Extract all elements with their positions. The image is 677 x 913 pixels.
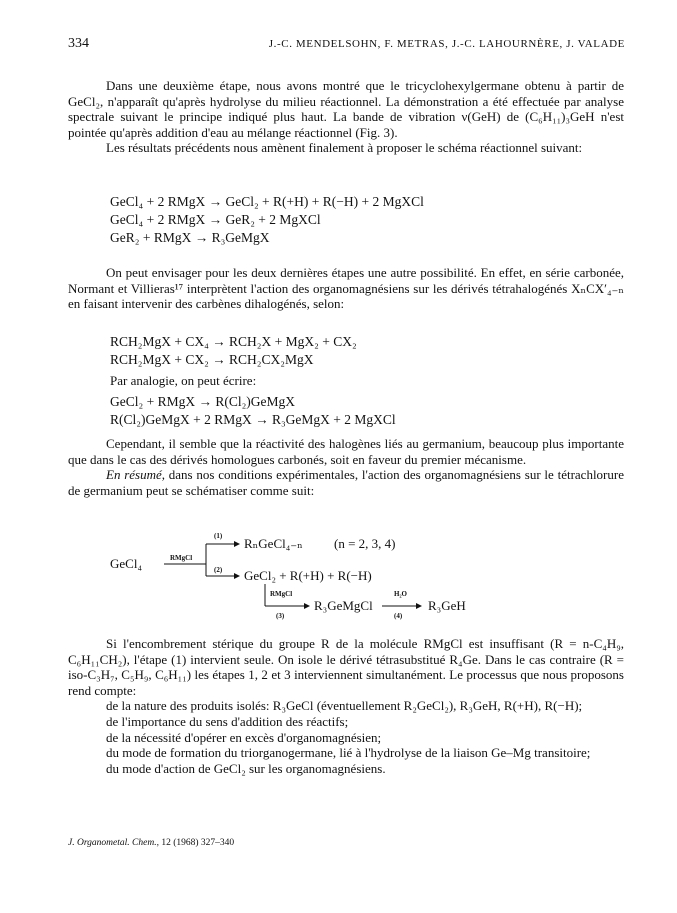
journal-citation: 12 (1968) 327–340: [158, 838, 235, 848]
scheme-product-1: RₙGeCl₄₋ₙ: [244, 536, 303, 551]
scheme-reactant: GeCl₄: [110, 556, 142, 571]
scheme-step-1: (1): [214, 532, 223, 540]
page-footer: [68, 838, 234, 848]
page-number: 334: [68, 36, 89, 51]
equation-block-2: [110, 333, 357, 369]
equation-block-1: [110, 193, 424, 247]
journal-name: J. Organometal. Chem.,: [68, 838, 159, 848]
scheme-reagent: RMgCl: [170, 554, 193, 562]
page-header: [68, 36, 625, 54]
equation: R(Cl₂)GeMgX + 2 RMgX → R₃GeMgX + 2 MgXCl: [110, 412, 396, 427]
equation: GeR₂ + RMgX → R₃GeMgX: [110, 230, 270, 245]
list-item: du mode de formation du triorganogermane, lié à l'hydrolyse de la liaison Ge–Mg transitoire;: [106, 745, 591, 761]
paragraph-cependant: Cependant, il semble que la réactivité des halogènes liés au germanium, beaucoup plus importante que dans le cas des dérivés homologues carbonés, soit en faveur du premier mécanisme. En résumé, dans nos conditions expérimentales, l'action des organomagnésiens sur le tétrachlorure de germanium peut se schématiser comme suit:: [68, 436, 624, 498]
equation: RCH₂MgX + CX₂ → RCH₂CX₂MgX: [110, 352, 314, 367]
scheme-product-1-condition: (n = 2, 3, 4): [334, 536, 396, 551]
equation: RCH₂MgX + CX₄ → RCH₂X + MgX₂ + CX₂: [110, 334, 357, 349]
list-item: de la nature des produits isolés: R₃GeCl (éventuellement R₂GeCl₂), R₃GeH, R(+H), R(−H);: [106, 698, 583, 714]
paragraph-carbene: On peut envisager pour les deux dernières étapes une autre possibilité. En effet, en série carbonée, Normant et Villieras¹⁷ interprètent l'action des organomagnésiens sur les dérivés tétrahalogénés XₙCX′₄₋ₙ en faisant intervenir des carbènes dihalogénés, selon:: [68, 265, 624, 312]
scheme-step-4: (4): [394, 612, 403, 620]
equation-block-3: [110, 393, 396, 429]
equation: GeCl₄ + 2 RMgX → GeCl₂ + R(+H) + R(−H) + 2 MgXCl: [110, 194, 424, 209]
running-head-authors: J.-C. MENDELSOHN, F. METRAS, J.-C. LAHOURNÈRE, J. VALADE: [268, 38, 625, 50]
scheme-product-2: GeCl₂ + R(+H) + R(−H): [244, 568, 372, 583]
list-item: de l'importance du sens d'addition des réactifs;: [106, 713, 349, 729]
scheme-step-3: (3): [276, 612, 285, 620]
equation: GeCl₂ + RMgX → R(Cl₂)GeMgX: [110, 394, 296, 409]
reaction-scheme: [110, 532, 550, 622]
paragraph-tricyclohexylgermane: Dans une deuxième étape, nous avons montré que le tricyclohexylgermane obtenu à partir de GeCl₂, n'apparaît qu'après hydrolyse du milieu réactionnel. La démonstration a été effectuée par analyse spectrale suivant le principe indiqué plus haut. La bande de vibration ν(GeH) de (C₆H₁₁)₃GeH n'est pointée qu'après addition d'eau au mélange réactionnel (Fig. 3). Les résultats précédents nous amènent finalement à proposer le schéma réactionnel suivant:: [68, 78, 624, 156]
paragraph-encombrement: Si l'encombrement stérique du groupe R de la molécule RMgCl est insuffisant (R = n-C₄H₉, C₆H₁₁CH₂), l'étape (1) intervient seule. On isole le dérivé tétrasubstitué R₄Ge. Dans le cas contraire (R = iso-C₃H₇, C₅H₉, C₆H₁₁) les étapes 1, 2 et 3 interviennent simultanément. Le processus que nous proposons rend compte: de la nature des produits isolés: R₃GeCl (éventuellement R₂GeCl₂), R₃GeH, R(+H), R(−H); de l'importance du sens d'addition des réactifs; de la nécessité d'opérer en excès d'organomagnésien; du mode de formation du triorganogermane, lié à l'hydrolyse de la liaison Ge–Mg transitoire; du mode d'action de GeCl₂ sur les organomagnésiens.: [68, 636, 624, 776]
scheme-step-2: (2): [214, 566, 223, 574]
equation: GeCl₄ + 2 RMgX → GeR₂ + 2 MgXCl: [110, 212, 321, 227]
scheme-reagent-2: RMgCl: [270, 590, 293, 598]
paragraph-resume: En résumé, dans nos conditions expérimentales, l'action des organomagnésiens sur le tétrachlorure de germanium peut se schématiser comme suit:: [68, 467, 624, 498]
scheme-product-3: R₃GeMgCl: [314, 598, 373, 613]
list-item: de la nécessité d'opérer en excès d'organomagnésien;: [106, 729, 382, 745]
paragraph-analogie: Par analogie, on peut écrire:: [110, 373, 257, 388]
scheme-product-4: R₃GeH: [428, 598, 466, 613]
scheme-reagent-3: H₂O: [394, 590, 407, 598]
list-item: du mode d'action de GeCl₂ sur les organomagnésiens.: [106, 760, 386, 776]
